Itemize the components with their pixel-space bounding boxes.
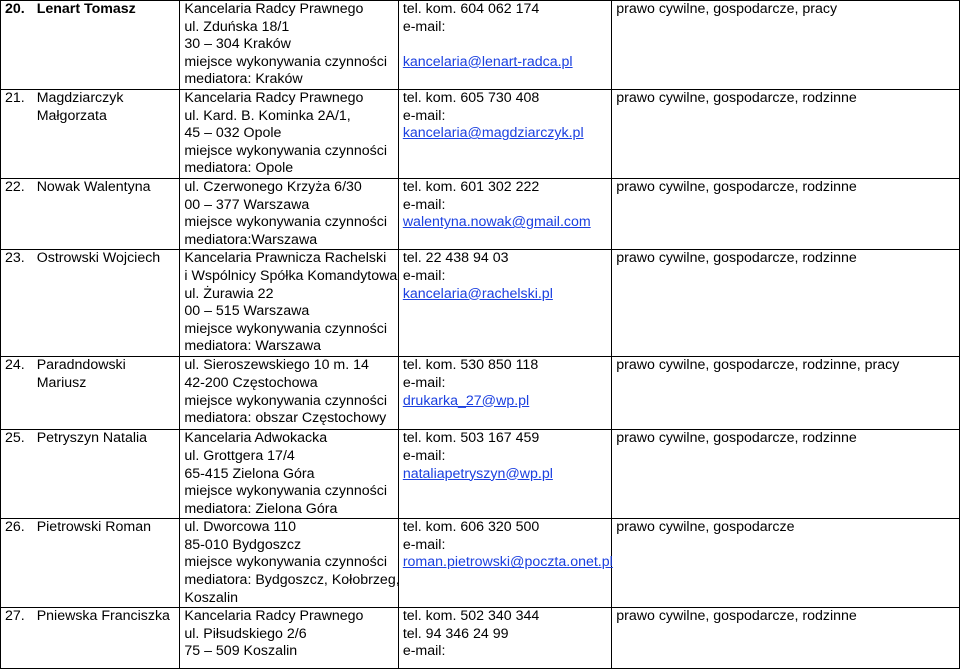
mediator-name-row	[5, 519, 175, 537]
address-cell	[180, 250, 398, 357]
phone-number: tel. kom. 606 320 500	[402, 519, 540, 536]
practice-area: prawo cywilne, gospodarcze, rodzinne, pracy	[616, 357, 900, 374]
spacer	[403, 36, 607, 54]
address-line: mediatora: Zielona Góra	[184, 500, 338, 517]
phone-number: tel. kom. 503 167 459	[402, 430, 540, 447]
table-body	[1, 1, 960, 669]
mediator-name-row	[5, 430, 175, 448]
address-cell	[180, 519, 398, 608]
practice-area: prawo cywilne, gospodarcze, rodzinne	[616, 430, 857, 447]
address-line: 75 – 509 Koszalin	[184, 643, 298, 660]
address-line: Kancelaria Radcy Prawnego	[184, 1, 364, 17]
practice-area: prawo cywilne, gospodarcze, rodzinne	[616, 89, 857, 106]
email-label: e-mail:	[402, 196, 446, 213]
mediator-name-row	[5, 1, 175, 19]
mediator-name-row	[5, 250, 175, 268]
address-line: ul. Żurawia 22	[184, 285, 274, 302]
table-row	[1, 178, 960, 249]
practice-area: prawo cywilne, gospodarcze	[616, 519, 795, 536]
practice-area-cell	[612, 250, 960, 357]
contact-cell	[398, 89, 611, 178]
practice-area-cell	[612, 357, 960, 430]
address-line: mediatora:Warszawa	[184, 231, 318, 248]
address-line: 65-415 Zielona Góra	[184, 465, 315, 482]
mediator-name: Pniewska Franciszka	[36, 608, 170, 625]
address-line: miejsce wykonywania czynności	[184, 392, 388, 409]
mediator-name-row	[5, 90, 175, 125]
mediator-name: Paradndowski Mariusz	[36, 357, 126, 391]
address-line: miejsce wykonywania czynności	[184, 554, 388, 571]
phone-number: tel. kom. 601 302 222	[402, 178, 540, 195]
address-line: miejsce wykonywania czynności	[184, 214, 388, 231]
email-label: e-mail:	[402, 536, 446, 553]
address-line: 00 – 377 Warszawa	[184, 196, 310, 213]
email-link[interactable]: kancelaria@lenart-radca.pl	[402, 53, 573, 70]
address-cell	[180, 357, 398, 430]
practice-area: prawo cywilne, gospodarcze, rodzinne	[616, 608, 857, 625]
mediator-name: Nowak Walentyna	[36, 178, 151, 195]
mediator-cell	[1, 250, 180, 357]
table-row	[1, 519, 960, 608]
address-line: 85-010 Bydgoszcz	[184, 536, 302, 553]
address-line: Kancelaria Radcy Prawnego	[184, 89, 364, 106]
address-cell	[180, 178, 398, 249]
contact-cell	[398, 250, 611, 357]
mediator-name: Magdziarczyk Małgorzata	[36, 89, 124, 124]
mediator-name: Petryszyn Natalia	[36, 430, 148, 447]
mediator-name: Ostrowski Wojciech	[36, 250, 161, 267]
address-line: miejsce wykonywania czynności	[184, 53, 388, 70]
address-line: mediatora: obszar Częstochowy	[184, 410, 387, 427]
practice-area-cell	[612, 1, 960, 90]
mediator-cell	[1, 519, 180, 608]
mediator-name-row	[5, 608, 175, 626]
address-line: 00 – 515 Warszawa	[184, 303, 310, 320]
entry-number: 25.	[5, 430, 25, 447]
address-line: ul. Piłsudskiego 2/6	[184, 625, 307, 642]
entry-number: 26.	[5, 519, 25, 536]
address-line: mediatora: Warszawa	[184, 338, 322, 355]
address-line: 45 – 032 Opole	[184, 125, 282, 142]
address-cell	[180, 89, 398, 178]
entry-number: 22.	[5, 178, 25, 195]
address-line: ul. Dworcowa 110	[184, 519, 297, 536]
email-label: e-mail:	[402, 18, 446, 35]
address-line: miejsce wykonywania czynności	[184, 483, 388, 500]
entry-number: 20.	[5, 1, 25, 17]
address-line: miejsce wykonywania czynności	[184, 320, 388, 337]
phone-number: tel. 22 438 94 03	[402, 250, 509, 267]
phone-number: tel. kom. 502 340 344	[402, 608, 540, 625]
address-line: Koszalin	[184, 589, 238, 606]
table-row	[1, 430, 960, 519]
mediator-name-row	[5, 179, 175, 197]
mediator-cell	[1, 357, 180, 430]
address-line: ul. Zduńska 18/1	[184, 18, 290, 35]
mediator-name: Pietrowski Roman	[36, 519, 152, 536]
practice-area-cell	[612, 430, 960, 519]
mediator-cell	[1, 1, 180, 90]
address-line: Kancelaria Adwokacka	[184, 430, 328, 447]
address-line: ul. Sieroszewskiego 10 m. 14	[184, 357, 369, 374]
phone-number: tel. kom. 605 730 408	[402, 89, 540, 106]
email-link[interactable]: roman.pietrowski@poczta.onet.pl	[402, 554, 613, 571]
contact-cell	[398, 430, 611, 519]
address-line: Kancelaria Prawnicza Rachelski	[184, 250, 387, 267]
address-cell	[180, 430, 398, 519]
email-link[interactable]: kancelaria@rachelski.pl	[402, 285, 553, 302]
address-line: mediatora: Opole	[184, 160, 294, 177]
practice-area-cell	[612, 519, 960, 608]
entry-number: 21.	[5, 89, 25, 106]
address-line: Kancelaria Radcy Prawnego	[184, 608, 364, 625]
phone-number: tel. kom. 604 062 174	[402, 1, 540, 17]
address-line: 30 – 304 Kraków	[184, 36, 291, 53]
phone-number: tel. 94 346 24 99	[402, 625, 509, 642]
email-link[interactable]: kancelaria@magdziarczyk.pl	[402, 125, 584, 142]
email-label: e-mail:	[402, 267, 446, 284]
contact-cell	[398, 1, 611, 90]
address-line: 42-200 Częstochowa	[184, 374, 318, 391]
table-row	[1, 89, 960, 178]
email-link[interactable]: nataliapetryszyn@wp.pl	[402, 465, 553, 482]
contact-cell	[398, 357, 611, 430]
email-link[interactable]: walentyna.nowak@gmail.com	[402, 214, 591, 231]
entry-number: 23.	[5, 250, 25, 267]
email-link[interactable]: drukarka_27@wp.pl	[402, 392, 530, 409]
address-line: miejsce wykonywania czynności	[184, 142, 388, 159]
mediator-cell	[1, 430, 180, 519]
address-line: mediatora: Bydgoszcz, Kołobrzeg,	[184, 572, 400, 589]
address-line: i Wspólnicy Spółka Komandytowa	[184, 267, 398, 284]
practice-area-cell	[612, 89, 960, 178]
practice-area: prawo cywilne, gospodarcze, rodzinne	[616, 178, 857, 195]
table-row	[1, 250, 960, 357]
practice-area: prawo cywilne, gospodarcze, rodzinne	[616, 250, 857, 267]
mediator-name-row	[5, 357, 175, 392]
table-row	[1, 1, 960, 90]
phone-number: tel. kom. 530 850 118	[402, 357, 539, 374]
email-label: e-mail:	[402, 374, 446, 391]
practice-area-cell	[612, 178, 960, 249]
mediator-cell	[1, 178, 180, 249]
contact-cell	[398, 519, 611, 608]
address-line: ul. Grottgera 17/4	[184, 447, 295, 464]
email-label: e-mail:	[402, 447, 446, 464]
address-line: ul. Czerwonego Krzyża 6/30	[184, 178, 362, 195]
email-label: e-mail:	[402, 107, 446, 124]
practice-area: prawo cywilne, gospodarcze, pracy	[616, 1, 838, 17]
email-label: e-mail:	[402, 643, 446, 660]
entry-number: 24.	[5, 357, 25, 374]
address-line: ul. Kard. B. Kominka 2A/1,	[184, 107, 351, 124]
table-row	[1, 357, 960, 430]
contact-cell	[398, 178, 611, 249]
address-line: mediatora: Kraków	[184, 71, 303, 88]
entry-number: 27.	[5, 608, 25, 625]
address-cell	[180, 1, 398, 90]
mediator-cell	[1, 89, 180, 178]
mediator-name: Lenart Tomasz	[36, 1, 136, 17]
